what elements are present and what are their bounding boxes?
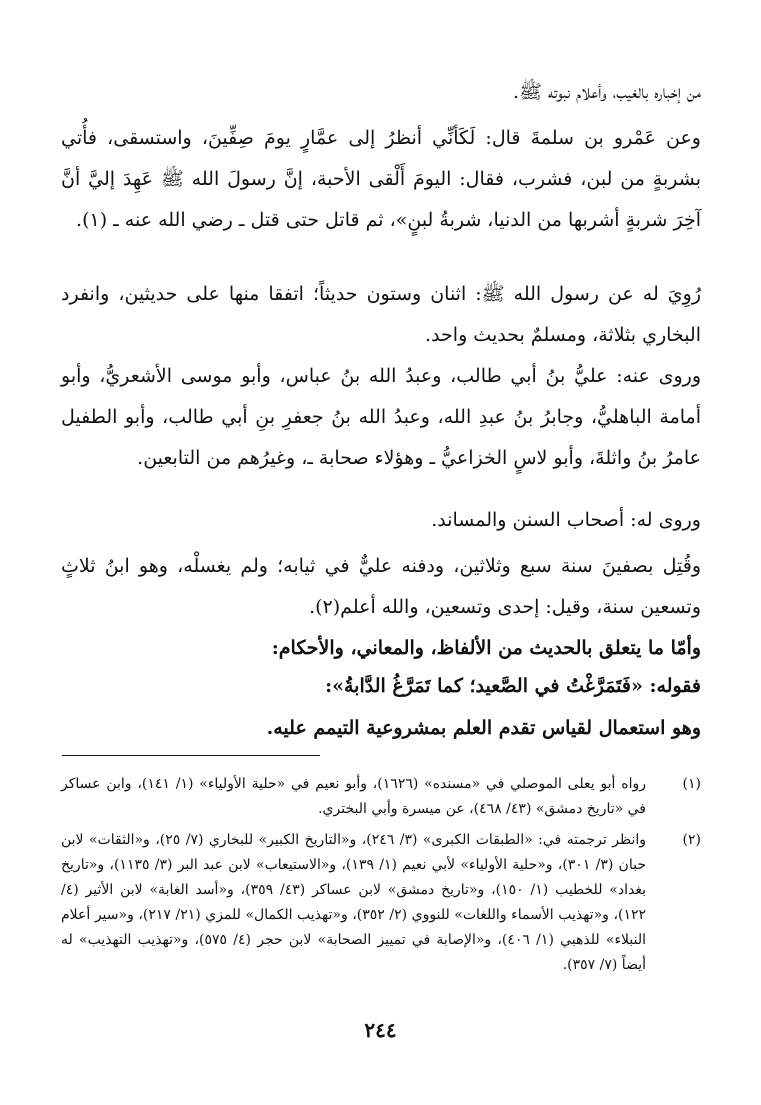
paragraph-intro: من إخباره بالغيب، وأعلام نبوته ﷺ.	[512, 81, 701, 103]
paragraph-death: وقُتِل بصفينَ سنة سبع وثلاثين، ودفنه عليٌّ في ثيابه؛ ولم يغسلْه، وهو ابنُ ثلاثٍ وتسعين سنة، وقيل: إحدى وتسعين، والله أعلم(٢).	[61, 555, 701, 618]
paragraph-narrators: وروى عنه: عليُّ بنُ أبي طالب، وعبدُ الله بنُ عباس، وأبو موسى الأشعريُّ، وأبو أمامة الباهليُّ، وجابرُ بنُ عبدِ الله، وعبدُ الله بنُ جعفرِ بنِ أبي طالب، وأبو الطفيل عامرُ بنُ واثلةَ، وأبو لاسٍ الخزاعيُّ ـ وهؤلاء صحابة ـ، وغيرُهم من التابعين.	[61, 365, 701, 469]
paragraph-sunan: وروى له: أصحاب السنن والمساند.	[431, 509, 701, 531]
paragraph-qiyas: وهو استعمال لقياس تقدم العلم بمشروعية التيمم عليه.	[266, 717, 701, 739]
footnote-2-text: وانظر ترجمته في: «الطبقات الكبرى» (٣/ ٢٤٦)، و«التاريخ الكبير» للبخاري (٧/ ٢٥)، و«الثقات» لابن حبان (٣/ ٣٠١)، و«حلية الأولياء» لأبي نعيم (١/ ١٣٩)، و«الاستيعاب» لابن عبد البر (٣/ ١١٣٥)، و«تاريخ بغداد» للخطيب (١/ ١٥٠)، و«تاريخ دمشق» لابن عساكر (٤٣/ ٣٥٩)، و«أسد الغابة» لابن الأثير (٤/ ١٢٢)، و«تهذيب الأسماء واللغات» للنووي (٢/ ٣٥٢)، و«تهذيب الكمال» للمزي (٢١/ ٢١٧)، و«سير أعلام النبلاء» للذهبي (١/ ٤٠٦)، و«الإصابة في تمييز الصحابة» لابن حجر (٤/ ٥٧٥)، و«تهذيب التهذيب» له أيضاً (٧/ ٣٥٧).	[61, 832, 647, 973]
footnote-1	[61, 772, 701, 822]
paragraph-hadith-count: رُوِيَ له عن رسول الله ﷺ: اثنان وستون حديثاً؛ اتفقا منها على حديثين، وانفرد البخاري بثلاثة، ومسلمٌ بحديث واحد.	[61, 283, 701, 346]
footnote-2-number: (٢)	[682, 832, 701, 848]
footnote-separator	[62, 755, 320, 756]
footnote-1-text: رواه أبو يعلى الموصلي في «مسنده» (١٦٢٦)، وأبو نعيم في «حلية الأولياء» (١/ ١٤١)، وابن عساكر في «تاريخ دمشق» (٤٣/ ٤٦٨)، عن ميسرة وأبي البختري.	[61, 776, 647, 817]
page-number: ٢٤٤	[364, 1018, 397, 1042]
paragraph-amr-narration: وعن عَمْرو بن سلمةَ قال: لَكَأنِّي أنظرُ إلى عمَّارٍ يومَ صِفِّينَ، واستسقى، فأُتي بشربةٍ من لبن، فشرب، فقال: اليومَ أَلْقى الأحبة، إنَّ رسولَ الله ﷺ عَهِدَ إليَّ أنَّ آخِرَ شربةٍ أشربها من الدنيا، شربةُ لبنٍ»، ثم قاتل حتى قتل ـ رضي الله عنه ـ (١).	[61, 127, 701, 231]
heading-quote: فقوله: «فَتَمَرَّغْتُ في الصَّعيد؛ كما تَمَرَّغُ الدَّابةُ»:	[325, 675, 701, 697]
heading-hadith-terms: وأمّا ما يتعلق بالحديث من الألفاظ، والمعاني، والأحكام:	[271, 637, 701, 659]
footnote-2	[61, 828, 701, 978]
footnote-1-number: (١)	[682, 776, 701, 792]
